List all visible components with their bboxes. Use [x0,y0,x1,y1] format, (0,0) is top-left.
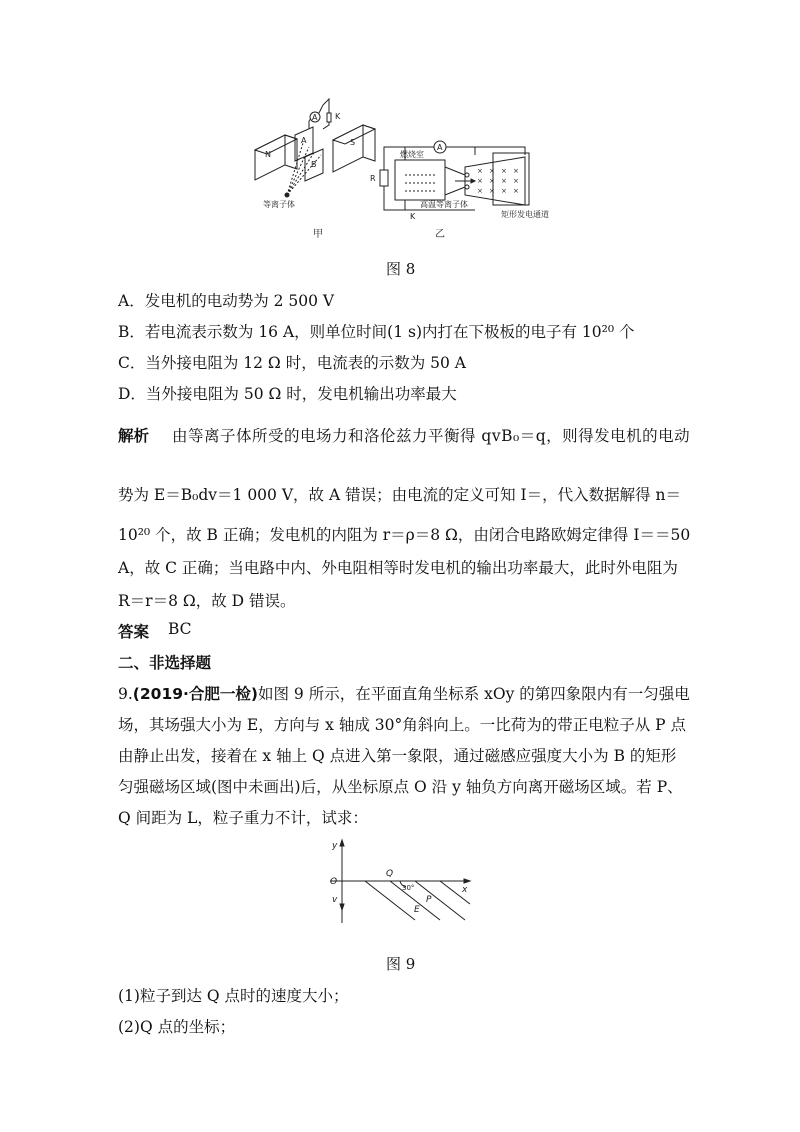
analysis-line-5: R＝r＝8 Ω，故 D 错误。 [118,592,296,610]
analysis-line-4: A，故 C 正确；当电路中内、外电阻相等时发电机的输出功率最大，此时外电阻为 [118,559,678,577]
label-r: R [370,174,376,183]
label-k: K [335,112,341,121]
label-yi: 乙 [435,229,445,240]
label-chamber: 燃烧室 [400,150,424,159]
svg-text:×: × [489,187,495,195]
problem-9-line-4: 匀强磁场区域(图中未画出)后，从坐标原点 O 沿 y 轴负方向离开磁场区域。若 P、 [118,778,683,796]
problem-9-line-5: Q 间距为 L，粒子重力不计，试求： [118,809,368,827]
label-y: y [332,841,338,851]
figure-9-diagram [320,838,480,928]
label-k2: K [410,212,416,221]
label-p: P [426,895,432,905]
label-q: Q [386,869,394,879]
figure-8-diagram [245,95,575,245]
answer-label: 答案 [118,623,150,641]
label-o: O [330,877,338,887]
figure-8-caption: 图 8 [386,260,416,278]
section-title: 二、非选择题 [118,654,212,672]
label-angle: 30° [402,884,415,892]
problem-9-line-2: 场，其场强大小为 E，方向与 x 轴成 30°角斜向上。一比荷为的带正电粒子从 P 点 [118,716,687,734]
analysis-label: 解析 [118,427,150,445]
answer-value: BC [168,620,192,638]
question-2: (2)Q 点的坐标； [118,1018,236,1036]
label-s: S [350,138,356,147]
svg-text:×: × [501,187,507,195]
option-b: B．若电流表示数为 16 A，则单位时间(1 s)内打在下极板的电子有 10²⁰ 个 [118,323,635,341]
label-plasma-right: 高温等离子体 [420,200,468,209]
option-d: D．当外接电阻为 50 Ω 时，发电机输出功率最大 [118,385,457,403]
combustion-chamber [395,160,445,200]
svg-text:×: × [477,187,483,195]
problem-source: (2019·合肥一检) [132,685,258,703]
question-1: (1)粒子到达 Q 点时的速度大小； [118,987,349,1005]
label-v: v [332,895,338,905]
option-c: C．当外接电阻为 12 Ω 时，电流表的示数为 50 A [118,354,466,372]
svg-text:×: × [501,177,507,185]
label-channel: 矩形发电通道 [501,210,549,219]
analysis-line-1: 由等离子体所受的电场力和洛伦兹力平衡得 qvB₀＝q，则得发电机的电动 [172,427,691,445]
label-plasma-left: 等离子体 [263,200,295,209]
problem-text-1: 如图 9 所示，在平面直角坐标系 xOy 的第四象限内有一匀强电 [258,685,690,703]
label-a: A [301,136,307,145]
ammeter-label-jia: A [312,113,318,122]
figure-9-caption: 图 9 [386,955,416,973]
svg-text:×: × [489,167,495,175]
svg-text:×: × [513,167,519,175]
label-n: N [265,150,271,159]
svg-text:×: × [513,187,519,195]
option-a: A．发电机的电动势为 2 500 V [118,292,335,310]
svg-text:×: × [477,177,483,185]
svg-text:×: × [513,177,519,185]
svg-text:×: × [489,177,495,185]
analysis-line-3: 10²⁰ 个，故 B 正确；发电机的内阻为 r＝ρ＝8 Ω，由闭合电路欧姆定律得 I＝＝50 [118,526,691,544]
problem-9-line-3: 由静止出发，接着在 x 轴上 Q 点进入第一象限，通过磁感应强度大小为 B 的矩形 [118,747,677,765]
analysis-line-2: 势为 E＝B₀dv＝1 000 V，故 A 错误；由电流的定义可知 I＝，代入数据解得 n＝ [118,486,682,504]
ammeter-label-yi: A [437,143,443,152]
field-line [415,881,465,920]
label-jia: 甲 [313,229,323,240]
label-b: B [311,160,317,169]
problem-number: 9. [118,685,133,703]
label-e: E [414,905,420,915]
problem-9-line-1 [118,682,690,704]
label-x: x [462,885,468,895]
svg-text:×: × [477,167,483,175]
svg-text:×: × [501,167,507,175]
